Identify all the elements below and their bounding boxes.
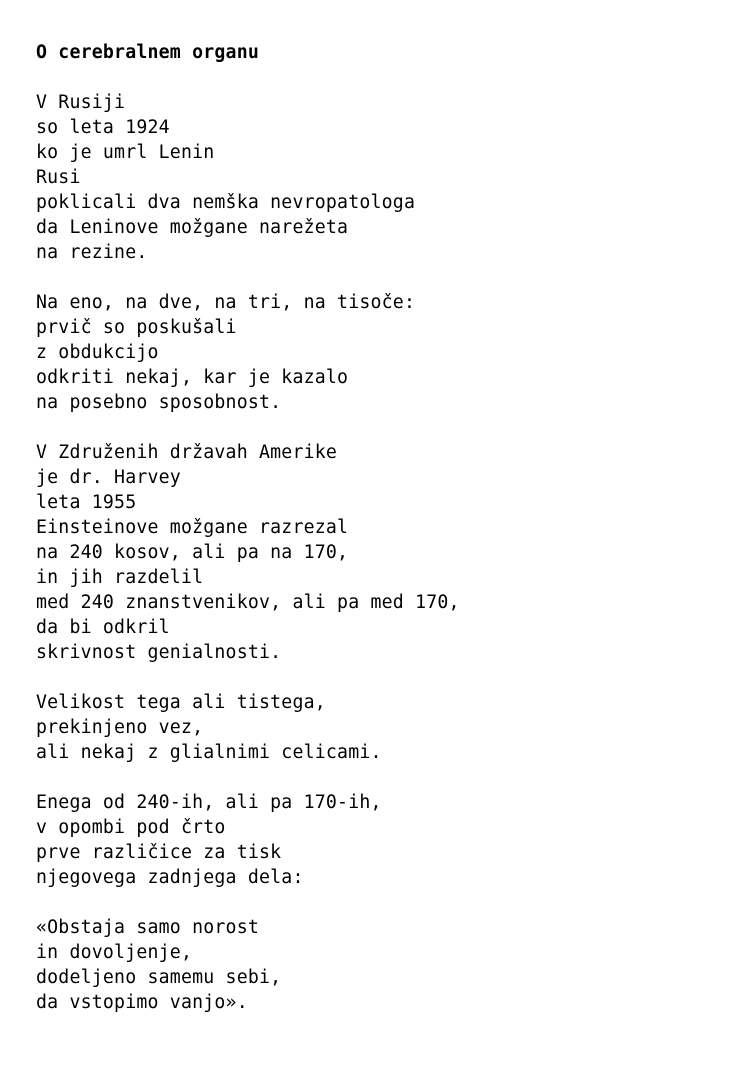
stanza-4 [36, 690, 716, 765]
poem-line: njegovega zadnjega dela: [36, 867, 304, 888]
poem-line: prekinjeno vez, [36, 717, 204, 738]
poem-line: Na eno, na dve, na tri, na tisoče: [36, 292, 416, 313]
poem-line: na rezine. [36, 242, 148, 263]
poem-line: med 240 znanstvenikov, ali pa med 170, [36, 592, 460, 613]
poem-line: Rusi [36, 167, 81, 188]
stanza-6 [36, 915, 716, 1015]
poem-line: prve različice za tisk [36, 842, 282, 863]
poem-line: na posebno sposobnost. [36, 392, 282, 413]
stanza-3 [36, 440, 716, 665]
stanza-2 [36, 290, 716, 415]
poem-line: Velikost tega ali tistega, [36, 692, 326, 713]
poem-line: je dr. Harvey [36, 467, 181, 488]
poem-line: so leta 1924 [36, 117, 170, 138]
poem-line: skrivnost genialnosti. [36, 642, 282, 663]
stanza-5 [36, 790, 716, 890]
poem-line: in jih razdelil [36, 567, 204, 588]
poem-line: in dovoljenje, [36, 942, 193, 963]
poem-line: da vstopimo vanjo». [36, 992, 248, 1013]
poem-line: dodeljeno samemu sebi, [36, 967, 282, 988]
poem-line: prvič so poskušali [36, 317, 237, 338]
poem-line: Enega od 240-ih, ali pa 170-ih, [36, 792, 382, 813]
poem-line: v opombi pod črto [36, 817, 226, 838]
poem-title: O cerebralnem organu [36, 42, 259, 63]
poem-line: «Obstaja samo norost [36, 917, 259, 938]
poem-line: da Leninove možgane narežeta [36, 217, 349, 238]
poem-page [36, 40, 716, 1015]
poem-line: odkriti nekaj, kar je kazalo [36, 367, 349, 388]
poem-line: V Združenih državah Amerike [36, 442, 338, 463]
poem-line: da bi odkril [36, 617, 170, 638]
poem-line: na 240 kosov, ali pa na 170, [36, 542, 349, 563]
poem-line: z obdukcijo [36, 342, 159, 363]
poem-line: poklicali dva nemška nevropatologa [36, 192, 416, 213]
poem-line: V Rusiji [36, 92, 126, 113]
stanza-1 [36, 90, 716, 265]
poem-line: ali nekaj z glialnimi celicami. [36, 742, 382, 763]
poem-line: ko je umrl Lenin [36, 142, 215, 163]
poem-line: leta 1955 [36, 492, 137, 513]
poem-line: Einsteinove možgane razrezal [36, 517, 349, 538]
